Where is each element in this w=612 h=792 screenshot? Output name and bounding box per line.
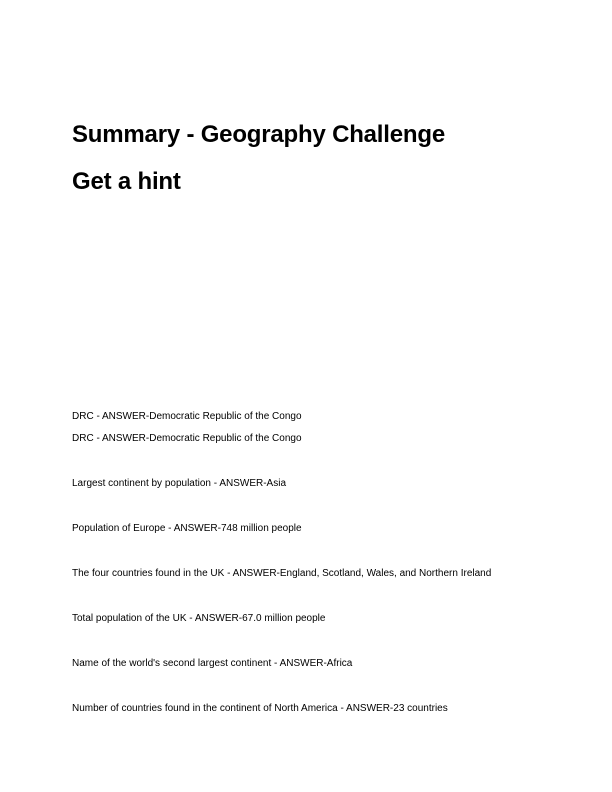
qa-entry: Name of the world's second largest continent - ANSWER-Africa: [72, 658, 353, 669]
qa-entry: Number of countries found in the continent of North America - ANSWER-23 countries: [72, 703, 448, 714]
document-title: Summary - Geography Challenge: [72, 121, 445, 148]
qa-entry: Largest continent by population - ANSWER-Asia: [72, 478, 286, 489]
qa-entry: Total population of the UK - ANSWER-67.0 million people: [72, 613, 326, 624]
qa-entry: Population of Europe - ANSWER-748 million people: [72, 523, 302, 534]
qa-entry: DRC - ANSWER-Democratic Republic of the Congo: [72, 433, 302, 444]
qa-entry: DRC - ANSWER-Democratic Republic of the Congo: [72, 411, 302, 422]
qa-entry: The four countries found in the UK - ANSWER-England, Scotland, Wales, and Northern Ireland: [72, 568, 492, 579]
hint-heading: Get a hint: [72, 168, 181, 195]
